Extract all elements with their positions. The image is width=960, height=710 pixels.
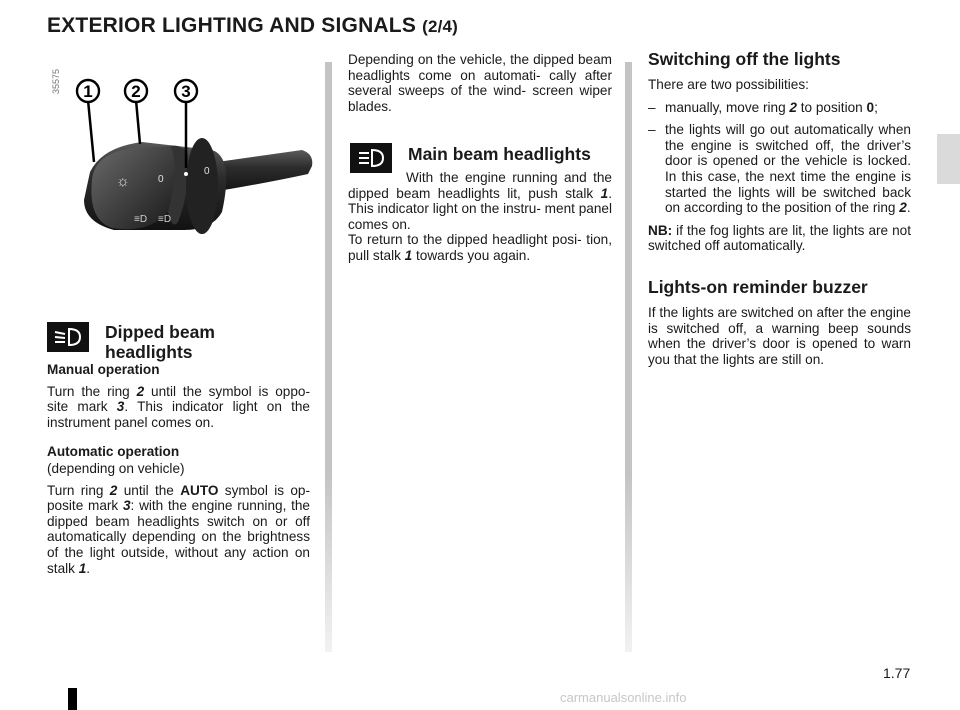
main-beam-text-2 — [348, 232, 612, 263]
corner-bar — [68, 688, 77, 710]
callout-1-label: 1 — [83, 82, 93, 101]
ring-ref: 2 — [136, 383, 145, 399]
auto-dipped-intro: Depending on the vehicle, the dipped beam headlights come on automati- cally after several sweeps of the wind- screen wiper blades. — [348, 52, 612, 114]
auto-symbol: AUTO — [180, 482, 219, 498]
page-title-text: EXTERIOR LIGHTING AND SIGNALS — [47, 14, 417, 37]
callout-2-label: 2 — [131, 82, 141, 101]
column-divider-right — [625, 62, 632, 652]
main-beam-part: To return to the dipped headlight posi- tion, pull stalk — [348, 232, 612, 263]
callout-leader-2 — [136, 100, 140, 144]
ring-glyph-zero: 0 — [158, 174, 164, 185]
figure-reference-number: 35575 — [51, 68, 61, 94]
buzzer-title: Lights-on reminder buzzer — [648, 276, 868, 297]
mark-ref: 3 — [122, 498, 131, 514]
main-beam-part: towards you again. — [412, 247, 531, 263]
callout-3 — [175, 80, 197, 102]
dash-bullet: – — [648, 122, 656, 138]
watermark: carmanualsonline.info — [560, 690, 687, 705]
automatic-operation-subheading: (depending on vehicle) — [47, 460, 185, 476]
nb-text: if the fog lights are lit, the lights are not switched off automatically. — [648, 222, 911, 254]
buzzer-text: If the lights are switched on after the engine is switched off, a warning beep sounds when the driver’s door is opened to warn you that the lights are still on. — [648, 304, 911, 367]
auto-text-part: : with the engine running, the dipped beam headlights switch on or off automatically depending on the brightness of the light outside, without any action on stalk — [47, 498, 310, 576]
manual-text-part: Turn the ring — [47, 383, 137, 399]
page-title — [47, 14, 458, 38]
page-title-part: (2/4) — [422, 17, 459, 36]
list-item-text — [665, 100, 911, 116]
column-right — [648, 50, 911, 374]
position-ref: 0 — [866, 99, 875, 115]
dipped-beam-icon — [47, 322, 89, 352]
column-left — [47, 362, 310, 583]
manual-operation-heading: Manual operation — [47, 362, 160, 377]
main-beam-part: With the engine running and the dipped beam headlights lit, push stalk — [348, 170, 612, 201]
main-beam-body — [348, 170, 612, 271]
item-part: the lights will go out automatically when the engine is switched off, the driver’s door is opened or the vehicle is locked. In this case, the next time the engine is started the lights will be switched back on according to the position of the ring — [665, 122, 911, 216]
main-beam-title: Main beam headlights — [408, 144, 591, 164]
item-part: to position — [796, 99, 867, 115]
dipped-beam-title: Dipped beam headlights — [105, 322, 215, 362]
stalk-ref: 1 — [600, 185, 609, 201]
column-middle — [348, 52, 612, 121]
auto-text-part: . — [86, 560, 91, 576]
ring-glyph-sun: ☼ — [116, 173, 130, 190]
manual-text-part: . This indicator light on the instrument panel comes on. — [47, 399, 310, 430]
light-stalk-illustration — [62, 62, 324, 250]
main-beam-text-1 — [348, 170, 612, 232]
manual-operation-text — [47, 384, 310, 431]
item-part: . — [906, 200, 911, 216]
main-beam-icon — [350, 143, 392, 173]
switching-off-title: Switching off the lights — [648, 49, 841, 69]
auto-text-part: symbol is op- posite mark — [47, 482, 310, 514]
callout-2 — [125, 80, 147, 102]
ring-glyph-beam-2: ≡D — [158, 214, 172, 225]
automatic-operation-heading: Automatic operation — [47, 444, 180, 460]
nb-note — [648, 223, 911, 254]
nb-label: NB: — [648, 222, 673, 238]
stalk-ref: 1 — [78, 560, 87, 576]
manual-text-part: until the symbol is oppo- site mark — [47, 383, 310, 415]
auto-text-part: Turn ring — [47, 482, 110, 498]
list-item — [648, 122, 911, 216]
auto-text-part: until the — [117, 482, 181, 498]
section-thumb-tab — [937, 134, 960, 184]
switching-off-intro: There are two possibilities: — [648, 77, 809, 92]
item-part: manually, move ring — [665, 99, 790, 115]
ring-glyph-beam: ≡D — [134, 214, 148, 225]
ring-glyph-zero-2: 0 — [204, 166, 210, 177]
automatic-operation-text — [47, 483, 310, 577]
stalk-ref: 1 — [404, 247, 413, 263]
mark-ref: 3 — [116, 399, 125, 415]
ring-ref: 2 — [899, 200, 907, 216]
page-number: 1.77 — [883, 665, 911, 681]
callout-leader-1 — [88, 100, 94, 162]
list-item-text — [665, 122, 911, 216]
callout-1 — [77, 80, 99, 102]
item-part: ; — [874, 99, 878, 115]
ring-ref: 2 — [789, 99, 797, 115]
callout-3-label: 3 — [181, 82, 191, 101]
ring-ref: 2 — [109, 482, 118, 498]
dash-bullet: – — [648, 99, 656, 115]
list-item — [648, 100, 911, 116]
column-divider-left — [325, 62, 332, 652]
main-beam-part: . This indicator light on the instru- ment panel comes on. — [348, 185, 612, 232]
